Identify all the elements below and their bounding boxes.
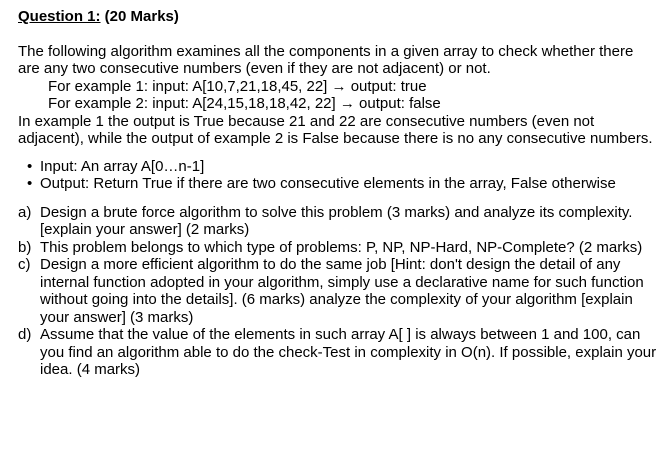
sub-question-letter: d) bbox=[18, 326, 32, 343]
sub-question-list bbox=[18, 204, 658, 379]
sub-question-d bbox=[18, 326, 658, 379]
sub-question-c bbox=[18, 256, 658, 326]
question-marks: (20 Marks) bbox=[100, 8, 179, 25]
example-1: For example 1: input: A[10,7,21,18,45, 22] → output: true bbox=[48, 77, 427, 95]
question-label: Question 1: bbox=[18, 8, 101, 25]
output-bullet-text: Output: Return True if there are two consecutive elements in the array, False otherwise bbox=[40, 175, 616, 192]
intro-paragraph: The following algorithm examines all the components in a given array to check whether there are any two consecutive numbers (even if they are not adjacent) or not. bbox=[18, 42, 634, 77]
sub-question-b bbox=[18, 239, 658, 257]
output-bullet bbox=[18, 175, 658, 193]
question-heading bbox=[18, 8, 658, 26]
example-2: For example 2: input: A[24,15,18,18,42, 22] → output: false bbox=[48, 95, 441, 112]
sub-question-text: Design a brute force algorithm to solve this problem (3 marks) and analyze its complexity. [explain your answer] (2 marks) bbox=[40, 203, 633, 238]
sub-question-text: Design a more efficient algorithm to do the same job [Hint: don't design the detail of any internal function adopted in your algorithm, simply use a declarative name for such function without going into the details]. (6 marks) analyze the complexity of your algorithm [explain your answer] (3 marks) bbox=[40, 256, 644, 326]
bullet-icon: • bbox=[27, 175, 33, 192]
input-bullet bbox=[18, 158, 658, 176]
sub-question-text: This problem belongs to which type of problems: P, NP, NP-Hard, NP-Complete? (2 marks) bbox=[40, 238, 643, 256]
explanation-paragraph: In example 1 the output is True because 21 and 22 are consecutive numbers (even not adjacent), while the output of example 2 is False because there is no any consecutive numbers. bbox=[18, 112, 653, 147]
sub-question-letter: c) bbox=[18, 256, 31, 273]
sub-question-a bbox=[18, 204, 658, 239]
input-bullet-text: Input: An array A[0…n-1] bbox=[40, 157, 205, 175]
sub-question-letter: b) bbox=[18, 238, 32, 256]
sub-question-text: Assume that the value of the elements in such array A[ ] is always between 1 and 100, can you find an algorithm able to do the check-Test in complexity in O(n). If possible, explain your idea. (4 marks) bbox=[40, 326, 657, 378]
bullet-icon: • bbox=[27, 157, 33, 175]
io-bullet-list bbox=[18, 158, 658, 193]
sub-question-letter: a) bbox=[18, 203, 32, 221]
